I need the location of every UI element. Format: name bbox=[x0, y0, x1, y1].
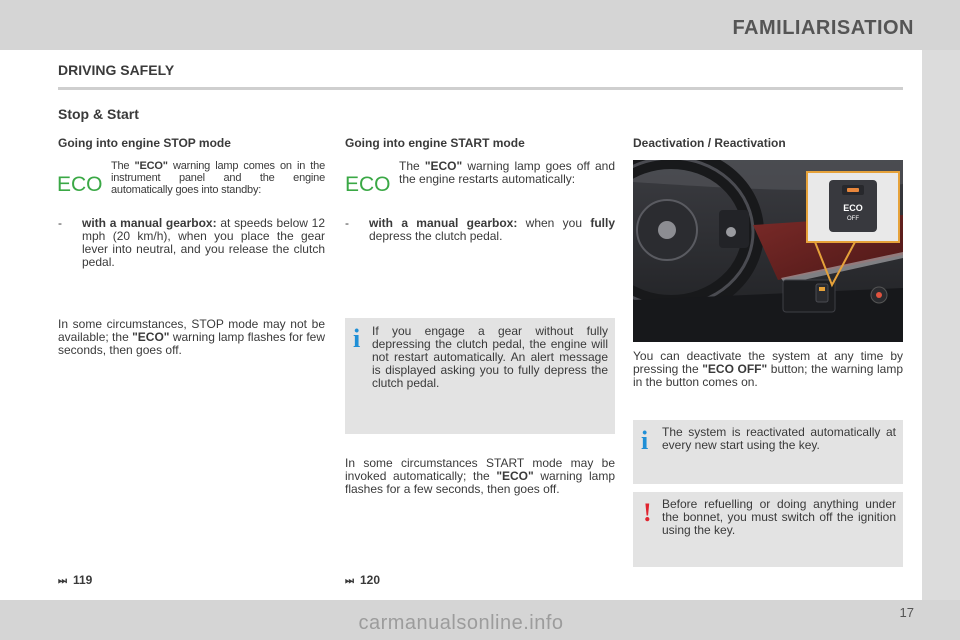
col2-intro: The "ECO" warning lamp goes off and the engine restarts automatically: bbox=[399, 159, 616, 186]
col3-warning-text: Before refuelling or doing anything under the bonnet, you must switch off the ignition using the key. bbox=[662, 497, 896, 537]
eco-off-button-label-bottom: OFF bbox=[847, 216, 859, 222]
col3-body: You can deactivate the system at any time by pressing the "ECO OFF" button; the warning lamp in the button comes on. bbox=[633, 349, 904, 389]
ref-arrow-icon: ⏭ bbox=[58, 576, 67, 587]
chapter-title: FAMILIARISATION bbox=[732, 17, 914, 39]
eco-warning-lamp-icon bbox=[57, 172, 103, 194]
section-divider bbox=[58, 87, 903, 90]
col2-info-text: If you engage a gear without fully depressing the clutch pedal, the engine will not restart automatically. An alert message is displayed asking you to fully depress the clutch pedal. bbox=[372, 324, 608, 390]
col2-ref-number: 120 bbox=[360, 573, 381, 587]
info-icon: i bbox=[641, 426, 649, 455]
eco-icon-graphic bbox=[345, 172, 391, 194]
col2-bullet bbox=[345, 217, 615, 247]
eco-icon-text: ECO bbox=[345, 173, 391, 194]
dashboard-illustration bbox=[633, 160, 903, 342]
header-band bbox=[0, 0, 960, 50]
section-title: DRIVING SAFELY bbox=[58, 62, 175, 78]
col1-bullet-body: with a manual gearbox: at speeds below 12 mph (20 km/h), when you place the gear lever into neutral, and you release the clutch pedal. bbox=[82, 216, 326, 269]
col1-note: In some circumstances, STOP mode may not be available; the "ECO" warning lamp flashes for few seconds, then goes off. bbox=[58, 317, 325, 357]
eco-icon-text: ECO bbox=[57, 173, 103, 194]
sub-title: Stop & Start bbox=[58, 106, 139, 122]
col3-warning-box bbox=[633, 492, 903, 567]
col2-page-ref[interactable] bbox=[345, 573, 380, 587]
eco-icon-graphic bbox=[57, 172, 103, 194]
col2-heading: Going into engine START mode bbox=[345, 136, 525, 150]
watermark: carmanualsonline.info bbox=[358, 612, 564, 634]
dashboard-photo bbox=[633, 160, 903, 342]
page-number: 17 bbox=[899, 605, 914, 620]
col3-info-box bbox=[633, 420, 903, 484]
page-edge bbox=[922, 50, 960, 600]
col2-note: In some circumstances START mode may be invoked automatically; the "ECO" warning lamp flashes for a few seconds, then goes off. bbox=[345, 456, 615, 496]
col1-ref-number: 119 bbox=[73, 573, 93, 587]
col2-bullet-body: with a manual gearbox: when you fully depress the clutch pedal. bbox=[369, 216, 615, 243]
eco-warning-lamp-icon bbox=[345, 172, 391, 194]
eco-off-button-label-top: ECO bbox=[843, 203, 863, 213]
bullet-dash: - bbox=[58, 216, 62, 230]
col3-info-text: The system is reactivated automatically at every new start using the key. bbox=[662, 425, 896, 452]
col3-heading: Deactivation / Reactivation bbox=[633, 136, 786, 150]
ref-arrow-icon: ⏭ bbox=[345, 576, 354, 587]
info-icon: i bbox=[353, 324, 361, 353]
col1-heading: Going into engine STOP mode bbox=[58, 136, 231, 150]
col1-intro: The "ECO" warning lamp comes on in the instrument panel and the engine automatically goes into standby: bbox=[111, 160, 325, 196]
warning-exclamation-icon: ! bbox=[643, 498, 652, 527]
col1-bullet bbox=[58, 217, 325, 273]
col1-page-ref[interactable] bbox=[58, 573, 92, 587]
col2-info-box bbox=[345, 318, 615, 434]
bullet-dash: - bbox=[345, 216, 349, 230]
